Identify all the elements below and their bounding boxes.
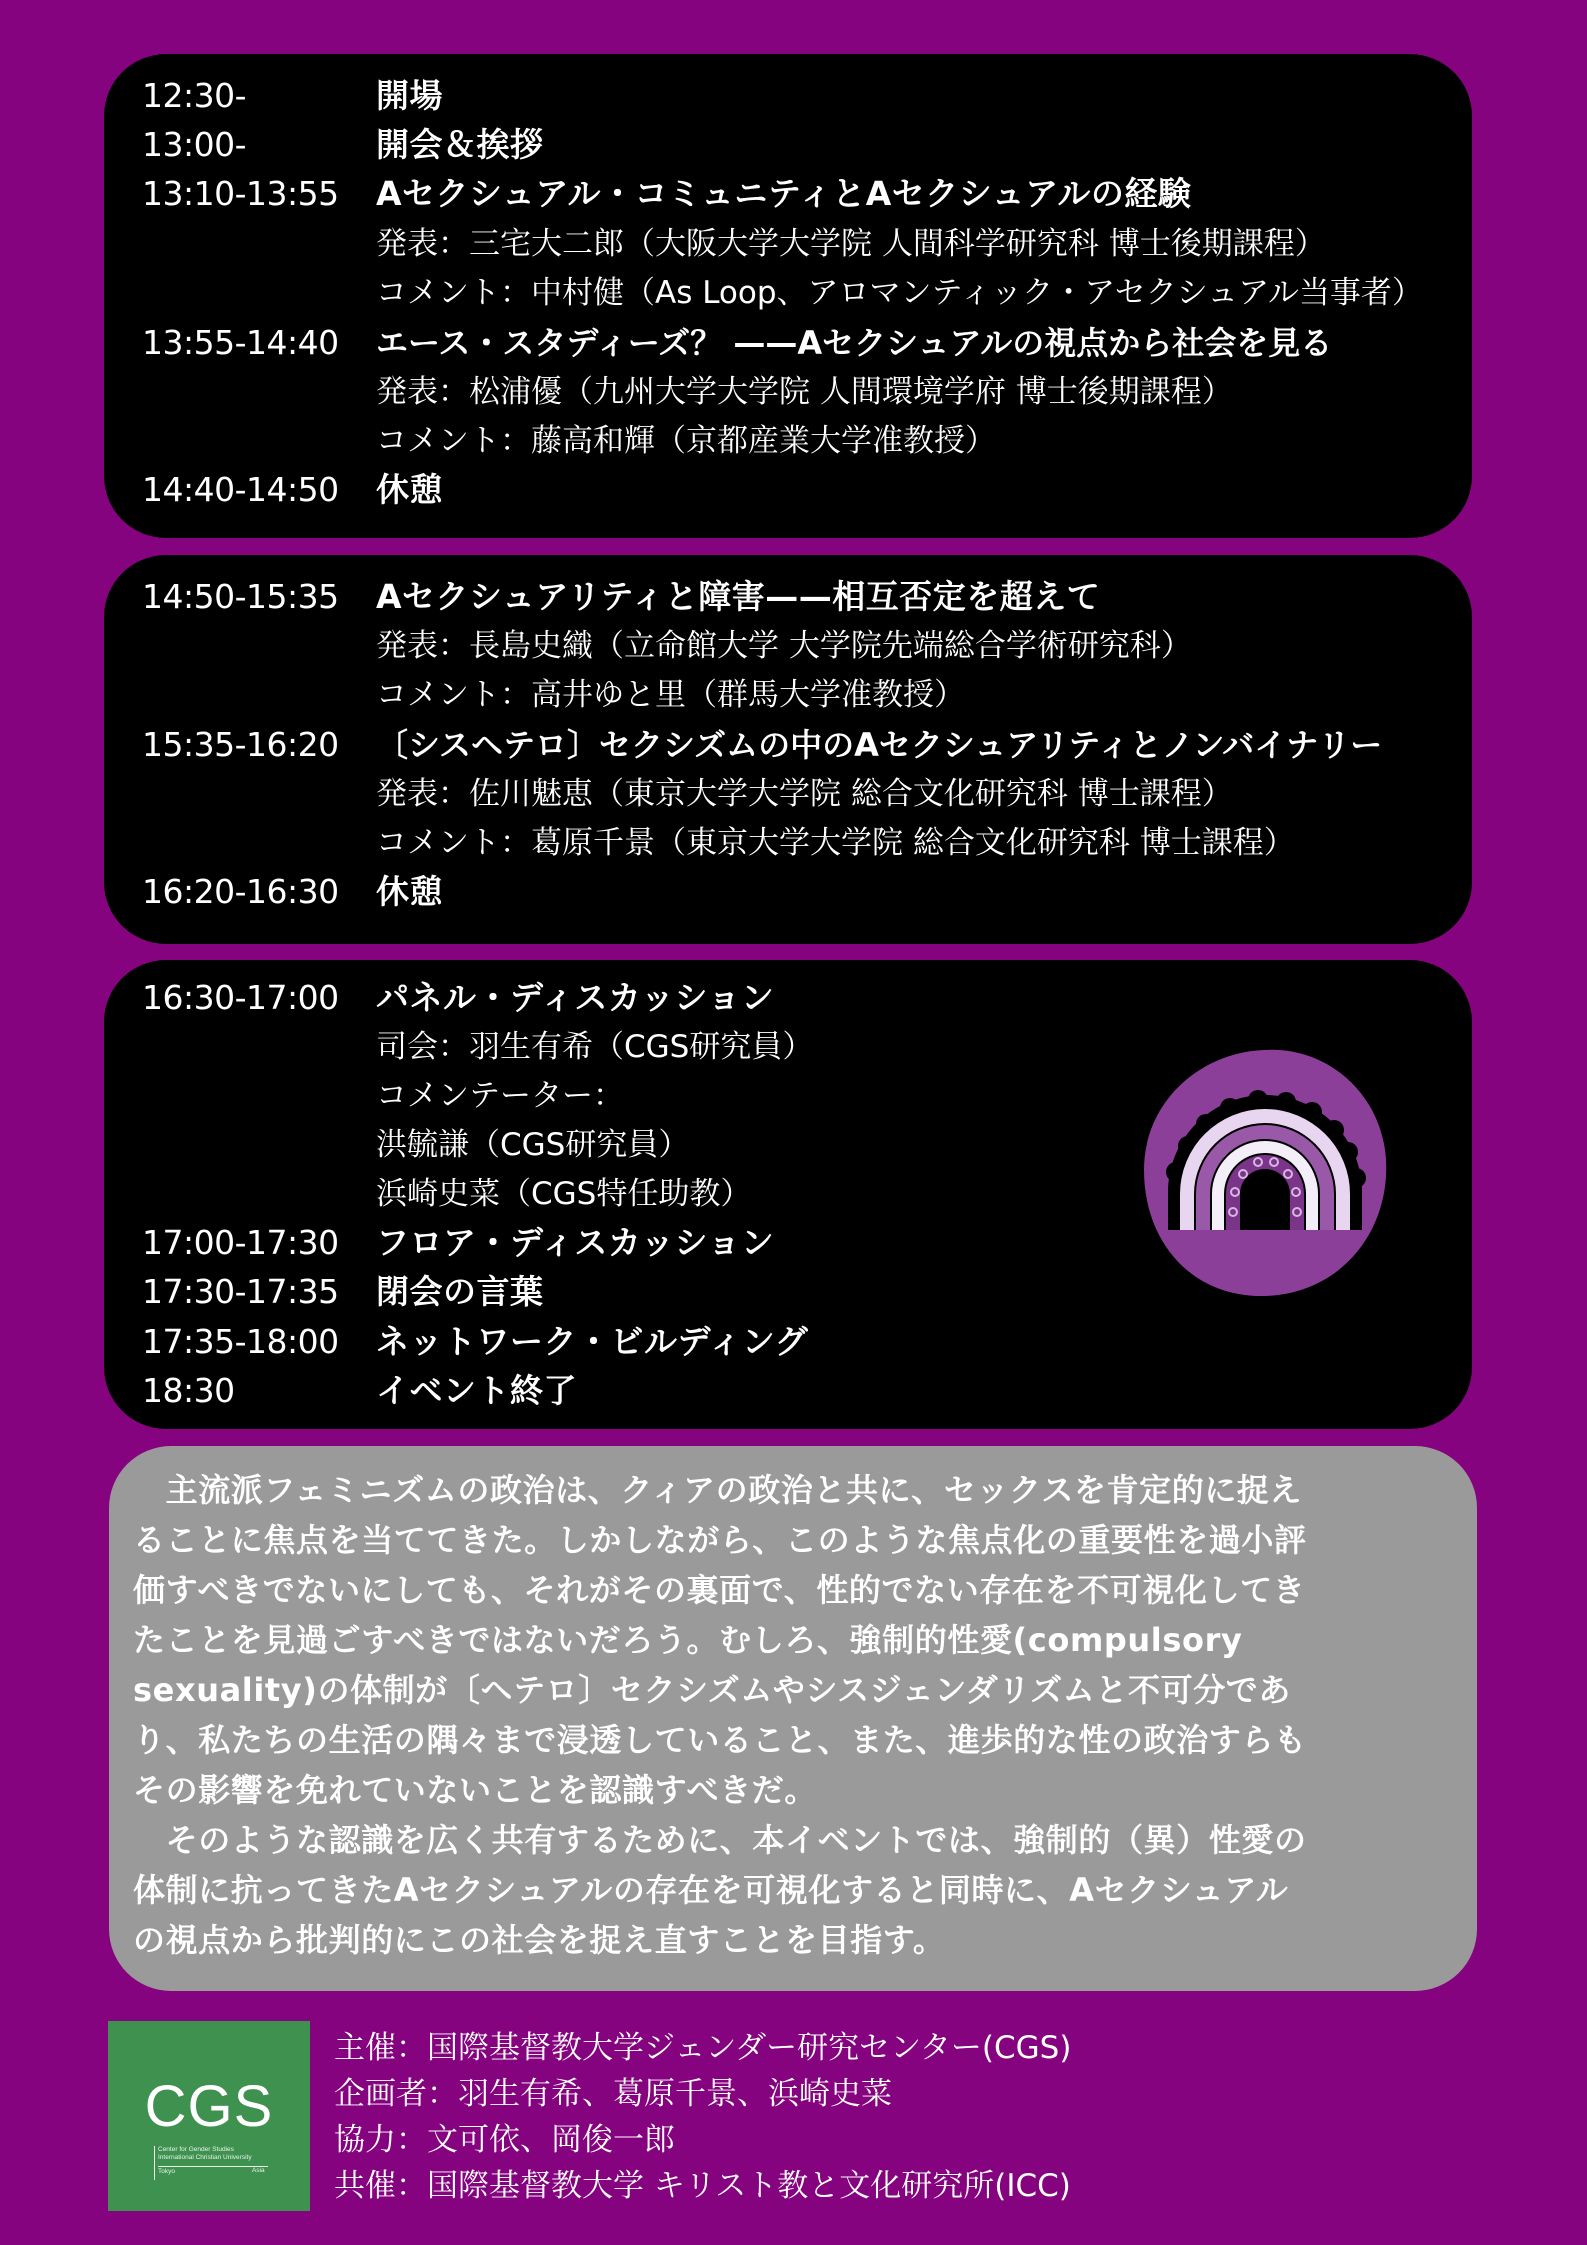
schedule-title: 開会＆挨拶 [376,125,544,164]
schedule-row [104,573,1472,621]
description-box [109,1446,1477,1991]
description-line: そのような認識を広く共有するために、本イベントでは、強制的（異）性愛の [133,1821,1307,1859]
schedule-row [104,72,1472,120]
schedule-detail-row [104,269,1472,317]
schedule-row [104,1367,1472,1415]
schedule-title: パネル・ディスカッション [376,978,775,1017]
rainbow-illustration [1140,1042,1390,1302]
schedule-time: 17:35-18:00 [142,1322,339,1361]
description-line: ることに焦点を当ててきた。しかしながら、このような焦点化の重要性を過小評 [133,1521,1307,1559]
schedule-row [104,721,1472,769]
logo-text: CGS [144,2074,274,2139]
schedule-time: 14:40-14:50 [142,470,339,509]
description-line: たことを見過ごすべきではないだろう。むしろ、強制的性愛(compulsory [133,1621,1243,1659]
cgs-logo [108,2021,310,2211]
schedule-title: イベント終了 [376,1371,577,1410]
commentator-line: 洪毓謙（CGS研究員） [376,1127,690,1163]
schedule-time: 13:00- [142,125,247,164]
schedule-time: 13:55-14:40 [142,323,339,362]
logo-subtext: Center for Gender Studies [158,2146,234,2153]
schedule-detail-row [104,622,1472,670]
commentator-line: 浜崎史菜（CGS特任助教） [376,1176,752,1212]
commenter-line: コメント：中村健（As Loop、アロマンティック・アセクシュアル当事者） [376,275,1423,311]
schedule-time: 13:10-13:55 [142,174,339,213]
credit-planners: 企画者：羽生有希、葛原千景、浜崎史菜 [334,2076,892,2112]
schedule-panel-3 [104,960,1472,1429]
description-line: 価すべきでないにしても、それがその裏面で、性的でない存在を不可視化してき [133,1571,1306,1609]
schedule-time: 16:30-17:00 [142,978,339,1017]
schedule-title: 休憩 [376,872,443,911]
credit-co-host: 共催：国際基督教大学 キリスト教と文化研究所(ICC) [334,2168,1071,2204]
schedule-row [104,121,1472,169]
rainbow-icon [1140,1042,1390,1302]
schedule-time: 14:50-15:35 [142,577,339,616]
schedule-detail-row [104,220,1472,268]
schedule-row [104,170,1472,218]
schedule-time: 17:00-17:30 [142,1223,339,1262]
schedule-time: 17:30-17:35 [142,1272,339,1311]
description-line: り、私たちの生活の隅々まで浸透していること、また、進歩的な性の政治すらも [133,1721,1307,1759]
schedule-row [104,868,1472,916]
schedule-title: Aセクシュアル・コミュニティとAセクシュアルの経験 [376,174,1192,213]
schedule-detail-row [104,368,1472,416]
schedule-title: 〔シスヘテロ〕セクシズムの中のAセクシュアリティとノンバイナリー [376,726,1383,764]
schedule-time: 16:20-16:30 [142,872,339,911]
commenter-line: コメント：藤高和輝（京都産業大学准教授） [376,423,996,459]
schedule-row [104,319,1472,367]
schedule-detail-row [104,770,1472,818]
schedule-row [104,1318,1472,1366]
schedule-detail-row [104,417,1472,465]
commentators-label: コメンテーター： [376,1078,624,1114]
moderator-line: 司会：羽生有希（CGS研究員） [376,1029,814,1065]
schedule-row [104,974,1472,1022]
schedule-time: 15:35-16:20 [142,725,339,764]
description-line: 主流派フェミニズムの政治は、クィアの政治と共に、セックスを肯定的に捉え [133,1471,1303,1509]
presenter-line: 発表：佐川魅恵（東京大学大学院 総合文化研究科 博士課程） [376,776,1233,812]
schedule-detail-row [104,671,1472,719]
description-line: その影響を免れていないことを認識すべきだ。 [133,1771,817,1809]
schedule-title: Aセクシュアリティと障害——相互否定を超えて [376,577,1101,616]
schedule-title: 開場 [376,76,443,115]
schedule-time: 18:30 [142,1371,235,1410]
commenter-line: コメント：葛原千景（東京大学大学院 総合文化研究科 博士課程） [376,825,1295,861]
schedule-row [104,466,1472,514]
schedule-panel-2 [104,555,1472,944]
schedule-panel-1 [104,54,1472,538]
credit-cooperation: 協力：文可依、岡俊一郎 [334,2122,675,2158]
description-line: sexuality)の体制が〔ヘテロ〕セクシズムやシスジェンダリズムと不可分であ [133,1671,1292,1709]
schedule-title: 閉会の言葉 [376,1272,544,1311]
logo-subtext: International Christian University [158,2154,252,2161]
logo-subtext: Asia [252,2167,265,2174]
presenter-line: 発表：三宅大二郎（大阪大学大学院 人間科学研究科 博士後期課程） [376,226,1326,262]
schedule-time: 12:30- [142,76,247,115]
schedule-title: 休憩 [376,470,443,509]
presenter-line: 発表：松浦優（九州大学大学院 人間環境学府 博士後期課程） [376,374,1233,410]
commenter-line: コメント：高井ゆと里（群馬大学准教授） [376,677,965,713]
schedule-title: エース・スタディーズ？ ——Aセクシュアルの視点から社会を見る [376,324,1333,362]
description-line: 体制に抗ってきたAセクシュアルの存在を可視化すると同時に、Aセクシュアル [133,1871,1289,1909]
presenter-line: 発表：長島史織（立命館大学 大学院先端総合学術研究科） [376,628,1192,664]
logo-subtext: Tokyo [158,2166,268,2176]
schedule-title: フロア・ディスカッション [376,1223,775,1262]
schedule-detail-row [104,819,1472,867]
credit-organizer: 主催：国際基督教大学ジェンダー研究センター(CGS) [334,2030,1072,2066]
schedule-title: ネットワーク・ビルディング [376,1322,809,1361]
description-line: の視点から批判的にこの社会を捉え直すことを目指す。 [133,1921,946,1959]
